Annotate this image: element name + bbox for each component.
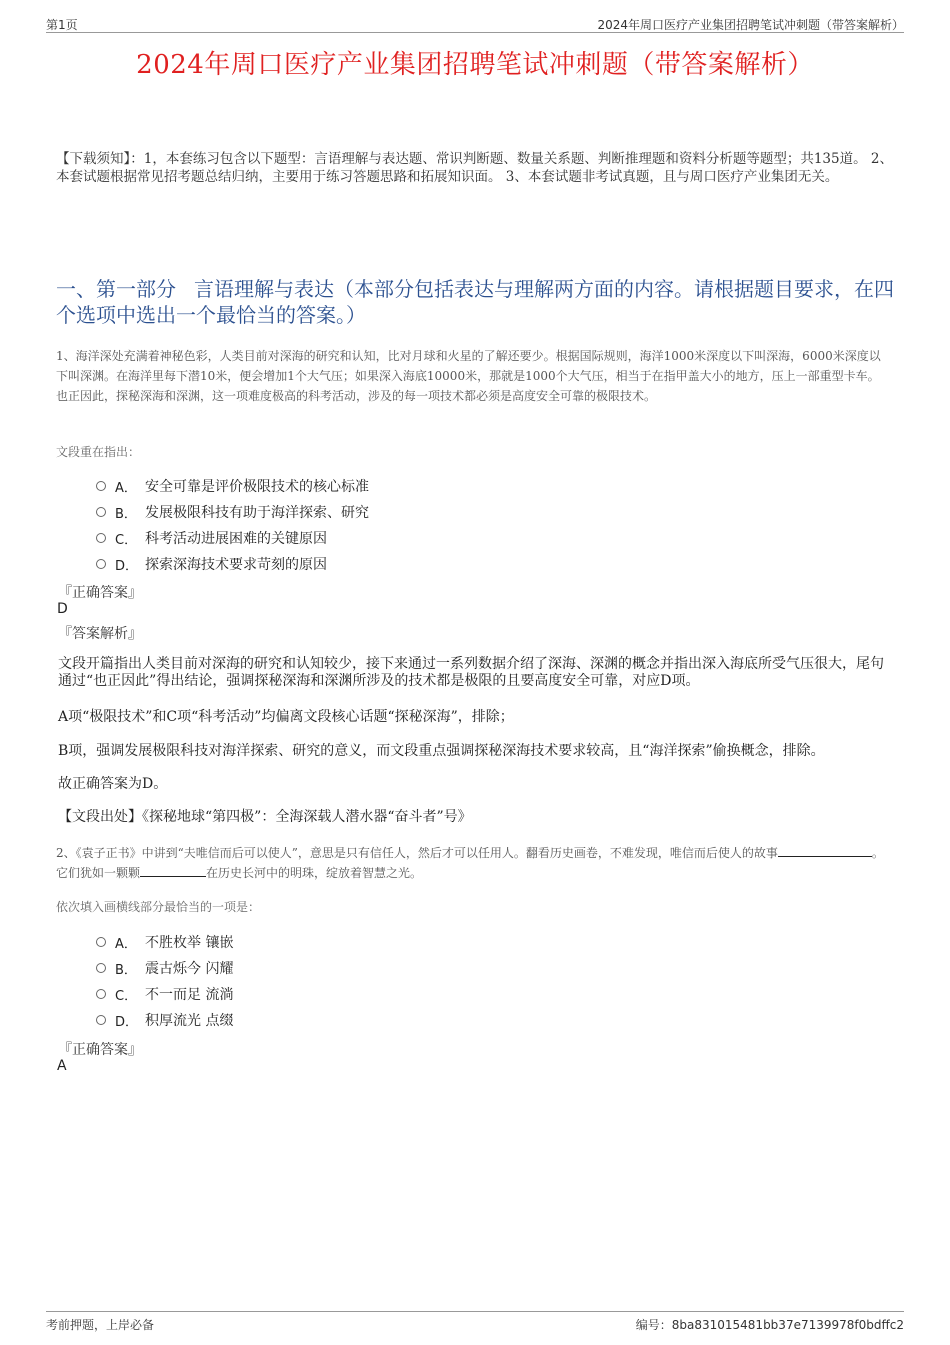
- radio-icon[interactable]: [96, 507, 106, 517]
- analysis-paragraph: 文段开篇指出人类目前对深海的研究和认知较少，接下来通过一系列数据介绍了深海、深渊的概念并指出深入海底所受气压很大，尾句通过“也正因此”得出结论，强调探秘深海和深渊所涉及的技术都是极限的且要高度安全可靠，对应D项。: [58, 656, 884, 689]
- radio-icon[interactable]: [96, 481, 106, 491]
- analysis-label: 『答案解析』: [58, 626, 142, 642]
- page-header: [46, 14, 904, 33]
- question-2-options: [96, 929, 233, 1033]
- answer-label: 『正确答案』: [58, 585, 142, 601]
- answer-value: A: [57, 1058, 67, 1074]
- option-a[interactable]: A． 安全可靠是评价极限技术的核心标准: [96, 473, 369, 499]
- radio-icon[interactable]: [96, 1015, 106, 1025]
- footer-slogan: 考前押题，上岸必备: [46, 1318, 155, 1332]
- question-1-prompt: 文段重在指出：: [56, 445, 141, 459]
- option-d[interactable]: D． 积厚流光 点缀: [96, 1007, 233, 1033]
- fill-blank: [140, 864, 206, 877]
- download-notice: 【下载须知】：1，本套练习包含以下题型：言语理解与表达题、常识判断题、数量关系题、判断推理题和资料分析题等题型；共135道。 2、本套试题根据常见招考题总结归纳，主要用于练习答题思路和拓展知识面。 3、本套试题非考试真题，且与周口医疗产业集团无关。: [56, 151, 893, 185]
- source-citation: 【文段出处】《探秘地球“第四极”：全海深载人潜水器“奋斗者”号》: [58, 809, 472, 825]
- page-footer: [46, 1311, 904, 1334]
- radio-icon[interactable]: [96, 533, 106, 543]
- section-heading: [56, 276, 894, 328]
- question-2-prompt: 依次填入画横线部分最恰当的一项是：: [56, 900, 261, 914]
- question-1-text: 1、海洋深处充满着神秘色彩，人类目前对深海的研究和认知，比对月球和火星的了解还要少。根据国际规则，海洋1000米深度以下叫深海，6000米深度以下叫深渊。在海洋里每下潜10米，便会增加1个大气压；如果深入海底10000米，那就是1000个大气压，相当于在指甲盖大小的地方，压上一部重型卡车。也正因此，探秘深海和深渊，这一项难度极高的科考活动，涉及的每一项技术都必须是高度安全可靠的极限技术。: [56, 349, 881, 403]
- analysis-paragraph: B项，强调发展极限科技对海洋探索、研究的意义，而文段重点强调探秘深海技术要求较高，且“海洋探索”偷换概念，排除。: [58, 743, 825, 759]
- radio-icon[interactable]: [96, 989, 106, 999]
- option-a[interactable]: A． 不胜枚举 镶嵌: [96, 929, 233, 955]
- option-b[interactable]: B． 发展极限科技有助于海洋探索、研究: [96, 499, 369, 525]
- section-description: 言语理解与表达（本部分包括表达与理解两方面的内容。请根据题目要求，在四个选项中选出一个最恰当的答案。）: [56, 277, 894, 327]
- header-doc-title: 2024年周口医疗产业集团招聘笔试冲刺题（带答案解析）: [597, 18, 904, 32]
- option-c[interactable]: C． 不一而足 流淌: [96, 981, 233, 1007]
- section-part: 一、第一部分: [56, 277, 176, 301]
- radio-icon[interactable]: [96, 963, 106, 973]
- question-2-text: 2、《袁子正书》中讲到“夫唯信而后可以使人”，意思是只有信任人，然后才可以任用人。翻看历史画卷，不难发现，唯信而后使人的故事 。它们犹如一颗颗 在历史长河中的明珠，绽放着智慧之光。: [56, 846, 884, 880]
- radio-icon[interactable]: [96, 559, 106, 569]
- option-c[interactable]: C． 科考活动进展困难的关键原因: [96, 525, 369, 551]
- answer-value: D: [57, 601, 68, 617]
- analysis-paragraph: 故正确答案为D。: [58, 776, 168, 792]
- answer-label: 『正确答案』: [58, 1042, 142, 1058]
- page-title: 2024年周口医疗产业集团招聘笔试冲刺题（带答案解析）: [136, 50, 814, 80]
- option-d[interactable]: D． 探索深海技术要求苛刻的原因: [96, 551, 369, 577]
- analysis-paragraph: A项“极限技术”和C项“科考活动”均偏离文段核心话题“探秘深海”，排除；: [58, 709, 514, 725]
- footer-doc-id: 编号：8ba831015481bb37e7139978f0bdffc2: [635, 1318, 904, 1332]
- page-number: 第1页: [46, 18, 78, 32]
- question-1-options: [96, 473, 369, 577]
- fill-blank: [778, 844, 872, 857]
- radio-icon[interactable]: [96, 937, 106, 947]
- option-b[interactable]: B． 震古烁今 闪耀: [96, 955, 233, 981]
